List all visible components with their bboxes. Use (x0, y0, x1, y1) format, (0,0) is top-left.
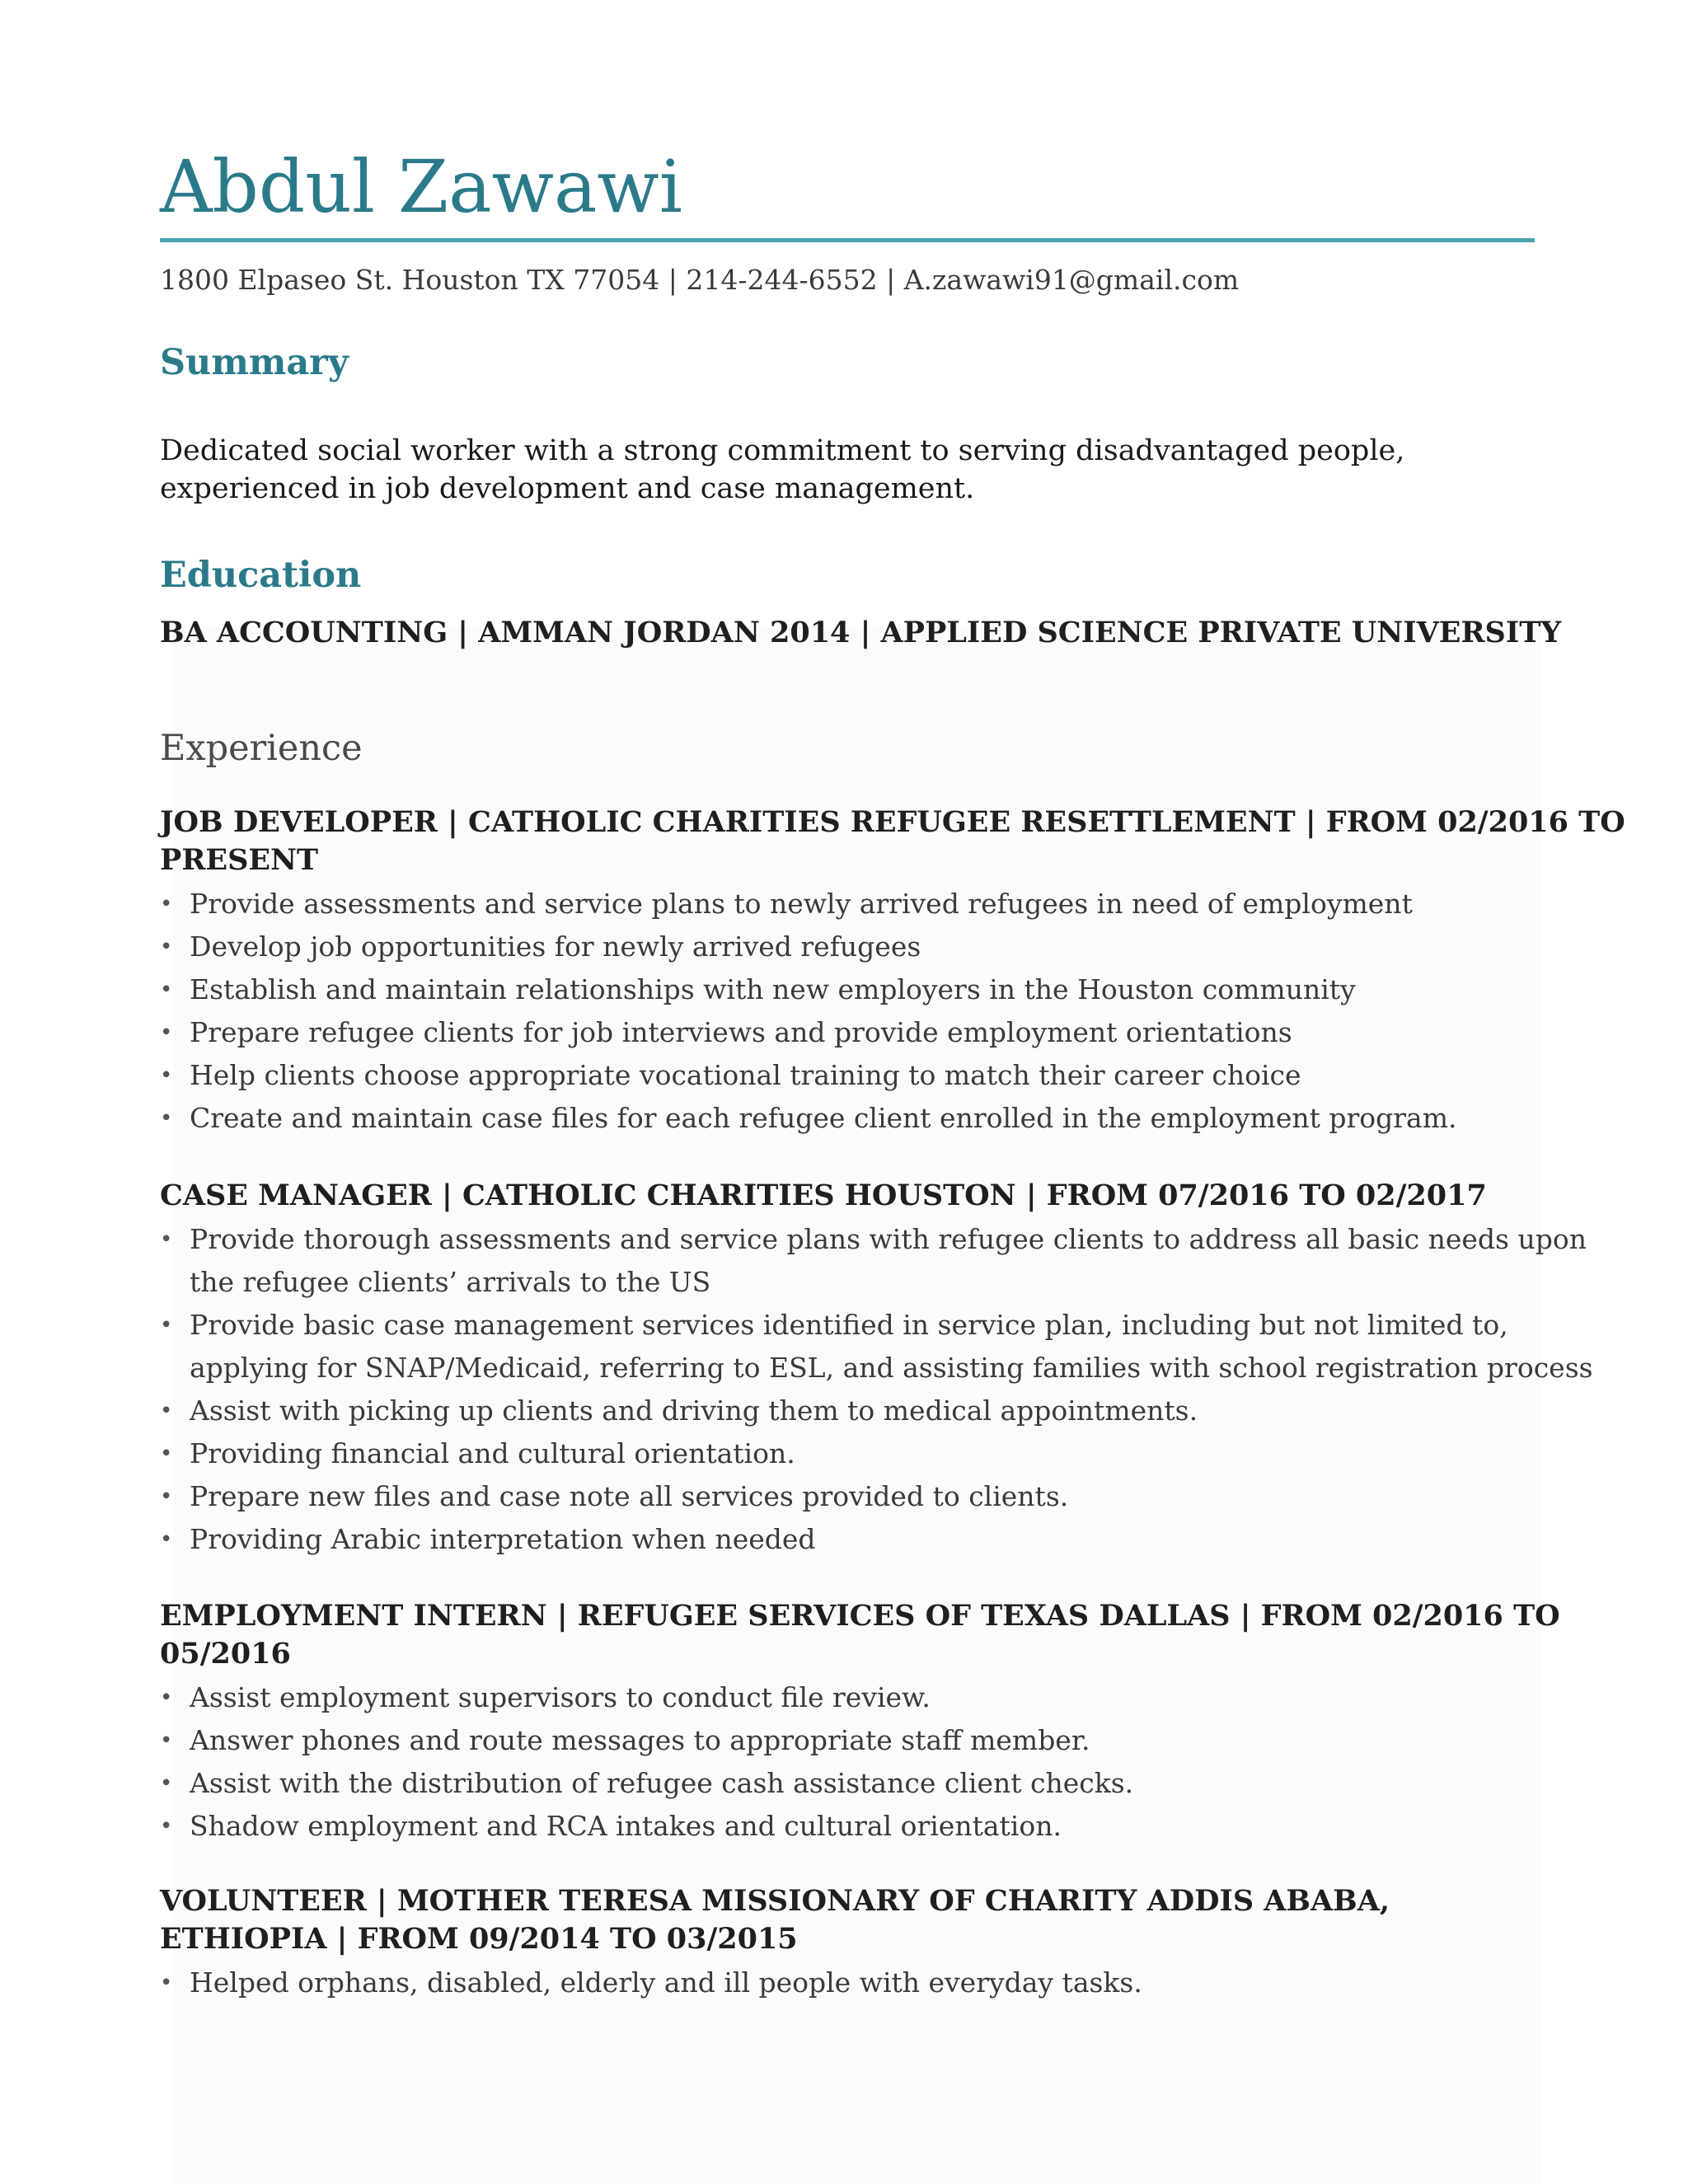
bullet-icon: • (160, 977, 173, 1002)
contact-line: 1800 Elpaseo St. Houston TX 77054 | 214-244-6552 | A.zawawi91@gmail.com (160, 264, 1240, 296)
job-entry-volunteer (160, 1882, 1536, 2004)
list-item (160, 968, 1536, 1011)
list-item (160, 1762, 1536, 1805)
bullet-icon: • (160, 1484, 173, 1509)
list-item (160, 1054, 1536, 1097)
bullet-text: Providing financial and cultural orientation. (190, 1437, 795, 1469)
bullet-icon: • (160, 935, 173, 959)
bullet-text: Provide assessments and service plans to newly arrived refugees in need of employment (190, 888, 1413, 920)
list-item (160, 926, 1536, 968)
education-entry: BA ACCOUNTING | AMMAN JORDAN 2014 | APPLIED SCIENCE PRIVATE UNIVERSITY (160, 616, 1562, 649)
bullet-text: Helped orphans, disabled, elderly and ill people with everyday tasks. (190, 1966, 1142, 1999)
list-item (160, 1676, 1536, 1719)
summary-text (160, 432, 1528, 508)
list-item (160, 1097, 1536, 1140)
bullet-icon: • (160, 1106, 173, 1131)
bullet-icon: • (160, 1685, 173, 1710)
job-title (160, 1882, 1536, 1958)
bullet-icon: • (160, 1971, 173, 1995)
list-item (160, 1719, 1536, 1762)
summary-line: experienced in job development and case management. (160, 472, 975, 505)
job-title-line: PRESENT (160, 843, 319, 877)
bullet-icon: • (160, 1063, 173, 1088)
bullet-icon: • (160, 892, 173, 916)
bullet-icon: • (160, 1399, 173, 1423)
bullet-text: Provide basic case management services identified in service plan, including but not limited to, (190, 1309, 1508, 1341)
job-title-line: 05/2016 (160, 1637, 291, 1671)
job-title-line: ETHIOPIA | FROM 09/2014 TO 03/2015 (160, 1922, 798, 1956)
job-bullets (160, 883, 1536, 1140)
bullet-icon: • (160, 1728, 173, 1753)
candidate-name: Abdul Zawawi (160, 144, 682, 229)
bullet-text: Providing Arabic interpretation when needed (190, 1523, 816, 1555)
bullet-text: Prepare refugee clients for job interviews and provide employment orientations (190, 1016, 1292, 1048)
bullet-icon: • (160, 1313, 173, 1338)
list-item (160, 1961, 1536, 2004)
job-entry-job-developer (160, 804, 1625, 1140)
bullet-icon: • (160, 1527, 173, 1552)
list-item (160, 1518, 1536, 1561)
job-title-line: EMPLOYMENT INTERN | REFUGEE SERVICES OF TEXAS DALLAS | FROM 02/2016 TO (160, 1599, 1560, 1633)
education-heading: Education (160, 555, 362, 596)
job-title-line: VOLUNTEER | MOTHER TERESA MISSIONARY OF CHARITY ADDIS ABABA, (160, 1884, 1390, 1918)
list-item (160, 1805, 1536, 1848)
bullet-text: Help clients choose appropriate vocational training to match their career choice (190, 1059, 1301, 1091)
job-title (160, 804, 1625, 879)
job-title (160, 1177, 1536, 1215)
name-divider (160, 238, 1535, 242)
bullet-text: Shadow employment and RCA intakes and cultural orientation. (190, 1810, 1062, 1842)
bullet-text: Establish and maintain relationships with new employers in the Houston community (190, 973, 1356, 1005)
bullet-icon: • (160, 1441, 173, 1466)
bullet-text: Assist with the distribution of refugee cash assistance client checks. (190, 1767, 1134, 1799)
job-title-line: CASE MANAGER | CATHOLIC CHARITIES HOUSTON | FROM 07/2016 TO 02/2017 (160, 1179, 1487, 1212)
job-title (160, 1597, 1560, 1673)
bullet-text-continued: applying for SNAP/Medicaid, referring to ESL, and assisting families with school registration process (190, 1352, 1593, 1384)
list-item (160, 1475, 1536, 1518)
list-item (160, 883, 1536, 926)
list-item (160, 1304, 1593, 1390)
bullet-text: Assist with picking up clients and driving them to medical appointments. (190, 1394, 1198, 1427)
bullet-text: Answer phones and route messages to appropriate staff member. (190, 1724, 1090, 1756)
bullet-text: Develop job opportunities for newly arrived refugees (190, 930, 921, 963)
bullet-text: Assist employment supervisors to conduct file review. (190, 1681, 931, 1713)
bullet-text: Create and maintain case files for each refugee client enrolled in the employment program. (190, 1102, 1457, 1134)
summary-line: Dedicated social worker with a strong commitment to serving disadvantaged people, (160, 434, 1405, 467)
list-item (160, 1390, 1536, 1432)
job-entry-case-manager (160, 1177, 1593, 1561)
job-bullets (160, 1218, 1593, 1561)
bullet-icon: • (160, 1020, 173, 1045)
job-title-line: JOB DEVELOPER | CATHOLIC CHARITIES REFUGEE RESETTLEMENT | FROM 02/2016 TO (160, 805, 1625, 839)
bullet-icon: • (160, 1814, 173, 1839)
list-item (160, 1011, 1536, 1054)
bullet-text: Provide thorough assessments and service plans with refugee clients to address all basic needs upon (190, 1223, 1587, 1255)
bullet-icon: • (160, 1771, 173, 1796)
bullet-text-continued: the refugee clients’ arrivals to the US (190, 1266, 711, 1298)
summary-heading: Summary (160, 342, 349, 383)
job-entry-employment-intern (160, 1597, 1560, 1848)
bullet-text: Prepare new files and case note all services provided to clients. (190, 1480, 1069, 1512)
list-item (160, 1432, 1536, 1475)
experience-heading: Experience (160, 728, 363, 769)
bullet-icon: • (160, 1227, 173, 1252)
job-bullets (160, 1676, 1536, 1848)
list-item (160, 1218, 1587, 1304)
job-bullets (160, 1961, 1536, 2004)
